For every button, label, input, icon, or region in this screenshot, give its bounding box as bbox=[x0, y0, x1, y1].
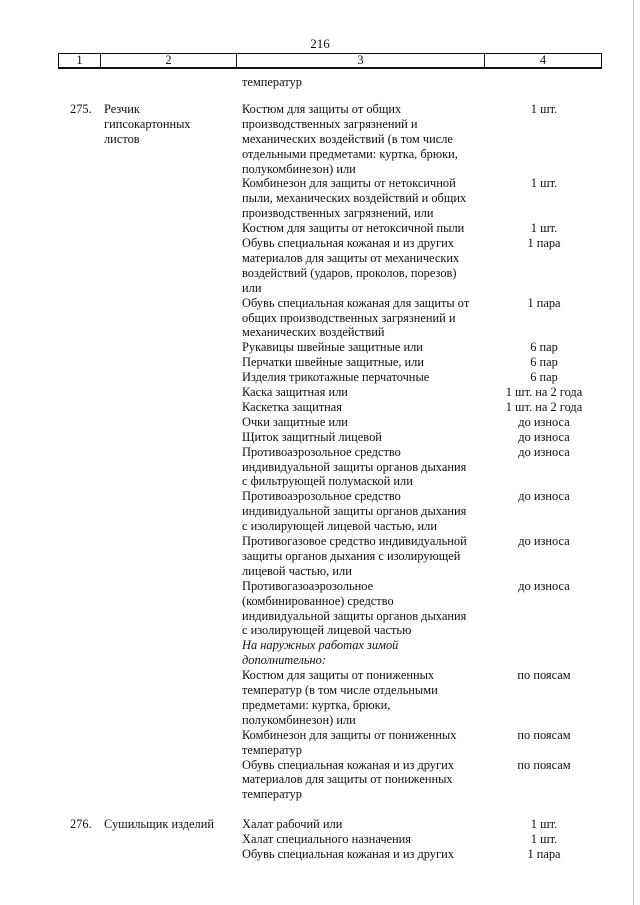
item-quantity: 1 пара bbox=[527, 295, 561, 310]
item-quantity: 1 шт. bbox=[530, 817, 558, 832]
profession-name: листов bbox=[104, 131, 140, 146]
item-text-line: предметами: куртка, брюки, bbox=[242, 697, 391, 712]
item-text-line: температур bbox=[242, 787, 302, 802]
item-text-line: Костюм для защиты от нетоксичной пыли bbox=[242, 221, 465, 236]
item-text-line: Очки защитные или bbox=[242, 414, 348, 429]
item-text-line: воздействий (ударов, проколов, порезов) bbox=[242, 265, 457, 280]
item-text-line: Противоаэрозольное средство bbox=[242, 489, 401, 504]
item-text-line: Щиток защитный лицевой bbox=[242, 429, 382, 444]
item-quantity: до износа bbox=[518, 414, 570, 429]
item-quantity: 1 шт. bbox=[530, 176, 558, 191]
item-text-line: индивидуальной защиты органов дыхания bbox=[242, 608, 467, 623]
item-text-line: пыли, механических воздействий и общих bbox=[242, 191, 467, 206]
item-text-line: Противогазоаэрозольное bbox=[242, 578, 374, 593]
item-quantity: по поясам bbox=[517, 668, 571, 683]
item-text-line: Костюм для защиты от общих bbox=[242, 101, 402, 116]
item-text-line: (комбинированное) средство bbox=[242, 593, 394, 608]
item-text-line: Комбинезон для защиты от пониженных bbox=[242, 727, 457, 742]
item-quantity: 1 шт. bbox=[530, 101, 558, 116]
item-quantity: по поясам bbox=[517, 757, 571, 772]
item-text-line: Комбинезон для защиты от нетоксичной bbox=[242, 176, 456, 191]
item-text-line: материалов для защиты от механических bbox=[242, 250, 460, 265]
item-text-line: Костюм для защиты от пониженных bbox=[242, 668, 435, 683]
item-text-line: Обувь специальная кожаная для защиты от bbox=[242, 295, 470, 310]
item-quantity: по поясам bbox=[517, 727, 571, 742]
item-quantity: 1 шт. на 2 года bbox=[505, 399, 583, 414]
item-quantity: 6 пар bbox=[530, 370, 558, 385]
column-header-3: 3 bbox=[237, 54, 485, 67]
item-quantity: 1 пара bbox=[527, 236, 561, 250]
item-text-line: температур (в том числе отдельными bbox=[242, 683, 438, 697]
row-number: 276. bbox=[70, 817, 92, 832]
item-text-line: полукомбинезон) или bbox=[242, 712, 356, 727]
item-text-line: производственных загрязнений, или bbox=[242, 206, 434, 221]
column-header-4: 4 bbox=[539, 53, 547, 67]
item-text-line: механических воздействий bbox=[242, 325, 385, 340]
item-quantity: 6 пар bbox=[530, 340, 558, 355]
item-text-line: Противогазовое средство индивидуальной bbox=[242, 534, 467, 548]
item-text-line: Обувь специальная кожаная и из других bbox=[242, 757, 454, 772]
item-text-line: дополнительно: bbox=[242, 653, 326, 668]
item-text-line: полукомбинезон) или bbox=[242, 161, 356, 176]
item-text-line: с изолирующей лицевой частью bbox=[242, 623, 412, 638]
item-text-line: Каскетка защитная bbox=[242, 399, 342, 414]
item-quantity: до износа bbox=[518, 489, 570, 504]
page-number: 216 bbox=[310, 36, 330, 51]
item-text-line: индивидуальной защиты органов дыхания bbox=[242, 459, 467, 474]
item-text-line: Перчатки швейные защитные, или bbox=[242, 355, 424, 370]
profession-name: гипсокартонных bbox=[104, 116, 191, 131]
item-text-line: отдельными предметами: куртка, брюки, bbox=[242, 146, 458, 161]
item-text-line: Рукавицы швейные защитные или bbox=[242, 340, 423, 355]
item-text-line: На наружных работах зимой bbox=[242, 638, 399, 653]
item-quantity: до износа bbox=[518, 444, 570, 459]
row-number: 275. bbox=[70, 101, 92, 116]
item-quantity: 1 шт. bbox=[530, 832, 558, 847]
profession-name: Сушильщик изделий bbox=[104, 817, 214, 832]
item-text-line: температур bbox=[242, 75, 302, 89]
item-text-line: Обувь специальная кожаная и из других bbox=[242, 236, 454, 250]
item-quantity: 1 шт. bbox=[530, 221, 558, 236]
item-quantity: 6 пар bbox=[530, 355, 558, 370]
item-quantity: 1 пара bbox=[527, 847, 561, 861]
item-text-line: защиты органов дыхания с изолирующей bbox=[242, 548, 461, 563]
item-text-line: температур bbox=[242, 742, 302, 757]
item-text-line: Халат рабочий или bbox=[242, 817, 343, 832]
item-text-line: общих производственных загрязнений и bbox=[242, 310, 456, 325]
item-quantity: до износа bbox=[518, 534, 570, 548]
item-quantity: до износа bbox=[518, 578, 570, 593]
item-text-line: индивидуальной защиты органов дыхания bbox=[242, 504, 467, 519]
item-text-line: производственных загрязнений и bbox=[242, 116, 418, 131]
item-text-line: механических воздействий (в том числе bbox=[242, 131, 453, 146]
item-text-line: Изделия трикотажные перчаточные bbox=[242, 370, 430, 385]
item-text-line: Каска защитная или bbox=[242, 385, 348, 399]
item-quantity: 1 шт. на 2 года bbox=[505, 385, 583, 399]
column-header-row bbox=[58, 53, 602, 69]
item-text-line: лицевой частью, или bbox=[242, 563, 352, 578]
item-text-line: с изолирующей лицевой частью, или bbox=[242, 519, 437, 534]
column-header-2: 2 bbox=[101, 54, 237, 67]
item-text-line: Халат специального назначения bbox=[242, 832, 412, 847]
item-text-line: Противоаэрозольное средство bbox=[242, 444, 401, 459]
column-header-1: 1 bbox=[59, 54, 101, 67]
item-text-line: материалов для защиты от пониженных bbox=[242, 772, 453, 787]
item-text-line: или bbox=[242, 280, 262, 295]
item-text-line: с фильтрующей полумаской или bbox=[242, 474, 413, 489]
page-edge bbox=[633, 0, 634, 905]
item-quantity: до износа bbox=[518, 429, 570, 444]
profession-name: Резчик bbox=[104, 101, 140, 116]
item-text-line: Обувь специальная кожаная и из других bbox=[242, 847, 454, 861]
